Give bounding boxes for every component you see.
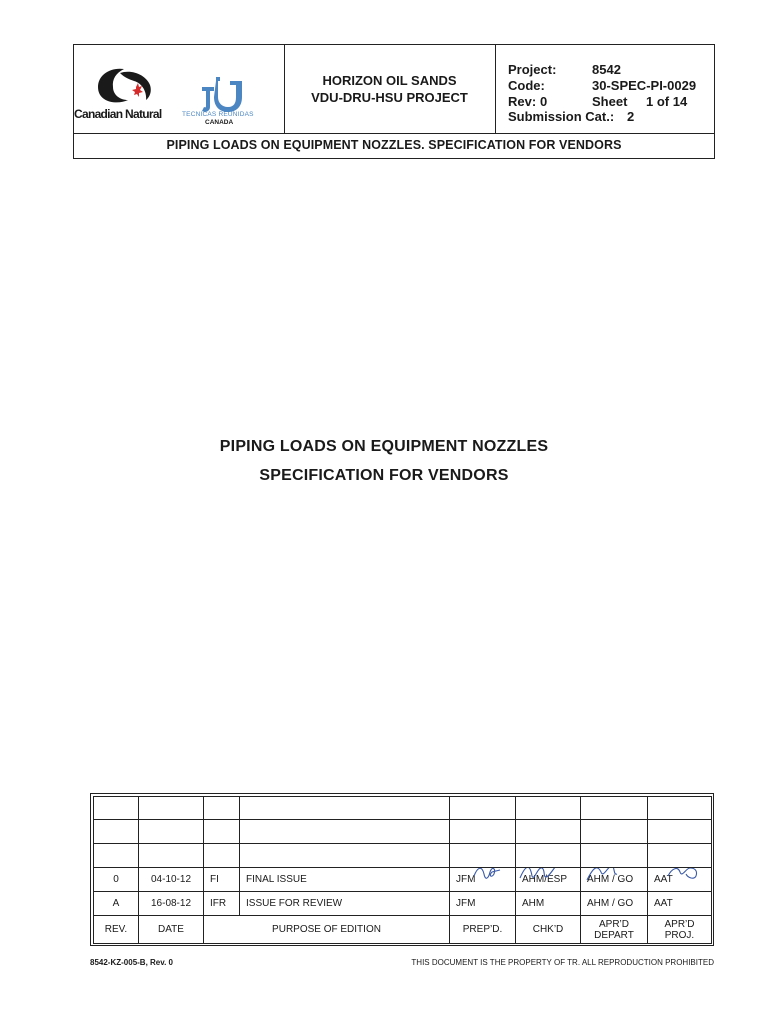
prepd-header: PREP’D. — [450, 916, 516, 944]
purpose-cell — [240, 797, 450, 820]
rev-cell — [94, 797, 139, 820]
chkd-cell — [516, 868, 581, 892]
code-value: 30-SPEC-PI-0029 — [592, 78, 697, 93]
date-cell: 16-08-12 — [139, 892, 204, 916]
main-title-line2: SPECIFICATION FOR VENDORS — [259, 467, 509, 484]
tecnicas-reunidas-canada: CANADA — [205, 119, 234, 126]
project-row — [508, 62, 621, 78]
sheet-value: 1 of 14 — [646, 94, 688, 109]
aprd-proj-cell — [648, 797, 712, 820]
aprd-depart-header-line2: DEPART — [594, 929, 634, 941]
rev-value: 0 — [540, 94, 548, 109]
aprd-depart-cell: AHM / GO — [581, 892, 648, 916]
chkd-value: AHM/ESP — [522, 874, 568, 885]
purpose-cell: FINAL ISSUE — [240, 868, 450, 892]
canadian-natural-wordmark: Canadian Natural — [74, 107, 162, 121]
rev-cell — [94, 844, 139, 868]
document-meta-cell — [496, 45, 714, 133]
project-name-cell — [284, 45, 496, 133]
code-row — [508, 78, 697, 94]
rev-cell: 0 — [94, 868, 139, 892]
table-row — [94, 820, 712, 844]
project-name-line1: HORIZON OIL SANDS — [322, 73, 457, 88]
rev-sheet-row — [508, 94, 688, 110]
chkd-cell — [516, 844, 581, 868]
property-notice: THIS DOCUMENT IS THE PROPERTY OF TR. ALL REPRODUCTION PROHIBITED — [411, 958, 714, 967]
sheet-label: Sheet — [592, 94, 628, 109]
aprd-depart-cell — [581, 868, 648, 892]
submission-value: 2 — [627, 109, 635, 124]
rev-cell — [94, 820, 139, 844]
aprd-proj-cell — [648, 868, 712, 892]
aprd-depart-cell — [581, 820, 648, 844]
aprd-proj-value: AAT — [654, 874, 673, 885]
purpose-cell — [240, 820, 450, 844]
aprd-depart-value: AHM / GO — [587, 874, 634, 885]
table-row — [94, 892, 712, 916]
rev-header: REV. — [94, 916, 139, 944]
document-reference: 8542-KZ-005-B, Rev. 0 — [90, 958, 173, 967]
aprd-proj-header-line2: PROJ. — [664, 929, 695, 941]
table-row — [94, 797, 712, 820]
table-row — [94, 868, 712, 892]
aprd-depart-header — [581, 916, 648, 944]
chkd-cell: AHM — [516, 892, 581, 916]
revision-table — [93, 796, 712, 944]
submission-label: Submission Cat.: — [508, 109, 615, 124]
issue-code-cell: IFR — [204, 892, 240, 916]
issue-code-cell — [204, 820, 240, 844]
purpose-cell — [240, 844, 450, 868]
table-row — [94, 844, 712, 868]
chkd-cell — [516, 797, 581, 820]
project-name-line2: VDU-DRU-HSU PROJECT — [311, 90, 468, 105]
chkd-cell — [516, 820, 581, 844]
date-cell — [139, 797, 204, 820]
revision-table-frame — [90, 793, 714, 946]
document-title-bar: PIPING LOADS ON EQUIPMENT NOZZLES. SPECIFICATION FOR VENDORS — [166, 138, 622, 152]
aprd-proj-cell — [648, 844, 712, 868]
date-cell: 04-10-12 — [139, 868, 204, 892]
prepd-cell — [450, 797, 516, 820]
issue-code-cell: FI — [204, 868, 240, 892]
prepd-value: JFM — [456, 874, 476, 885]
logo-cell — [74, 45, 285, 133]
date-header: DATE — [139, 916, 204, 944]
rev-label: Rev: — [508, 94, 537, 109]
issue-code-cell — [204, 844, 240, 868]
aprd-depart-cell — [581, 797, 648, 820]
aprd-proj-cell — [648, 820, 712, 844]
signature-icon — [472, 868, 502, 885]
tecnicas-reunidas-wordmark: TECNICAS REUNIDAS — [182, 111, 254, 118]
purpose-header: PURPOSE OF EDITION — [204, 916, 450, 944]
issue-code-cell — [204, 797, 240, 820]
chkd-header: CHK’D — [516, 916, 581, 944]
aprd-depart-header-line1: APR’D — [598, 918, 629, 930]
aprd-proj-cell: AAT — [648, 892, 712, 916]
aprd-proj-header — [648, 916, 712, 944]
date-cell — [139, 844, 204, 868]
submission-row — [508, 109, 635, 125]
document-header — [73, 44, 715, 159]
prepd-cell: JFM — [450, 892, 516, 916]
prepd-cell — [450, 844, 516, 868]
table-header-row — [94, 916, 712, 944]
aprd-proj-header-line1: APR’D — [664, 918, 695, 930]
header-top-row — [74, 45, 714, 134]
main-title-line1: PIPING LOADS ON EQUIPMENT NOZZLES — [219, 438, 549, 455]
code-label: Code: — [508, 78, 545, 93]
project-label: Project: — [508, 62, 557, 77]
aprd-depart-cell — [581, 844, 648, 868]
date-cell — [139, 820, 204, 844]
prepd-cell — [450, 820, 516, 844]
project-value: 8542 — [592, 62, 621, 77]
prepd-cell — [450, 868, 516, 892]
rev-cell: A — [94, 892, 139, 916]
purpose-cell: ISSUE FOR REVIEW — [240, 892, 450, 916]
